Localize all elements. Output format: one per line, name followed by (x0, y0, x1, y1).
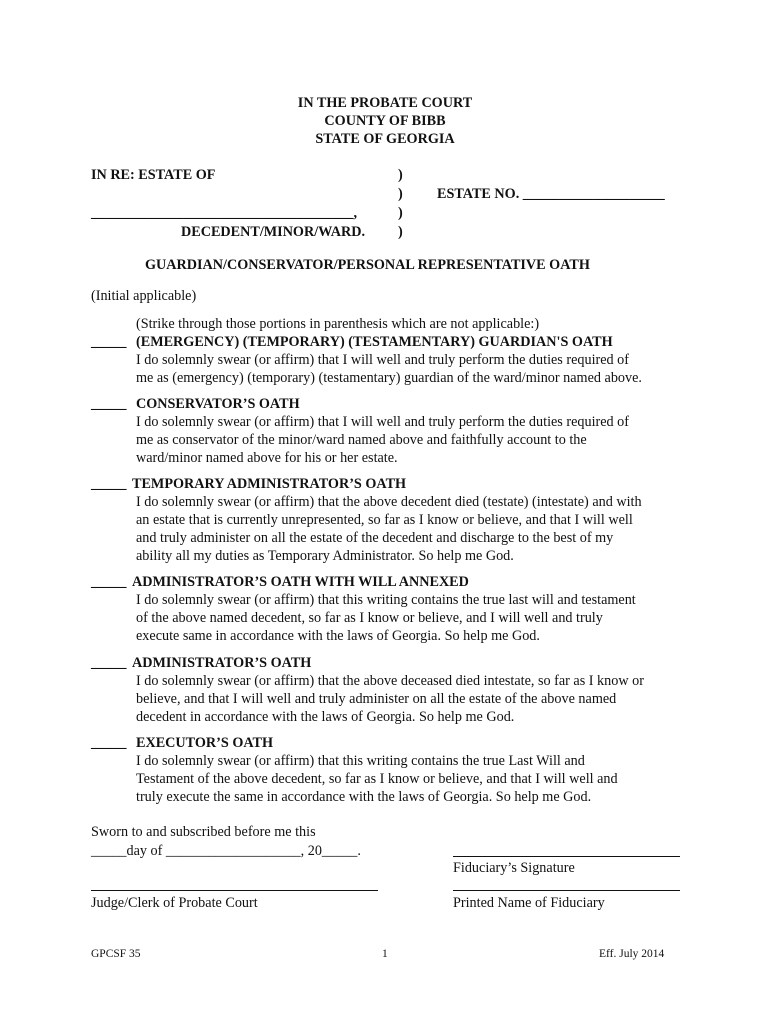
form-title: GUARDIAN/CONSERVATOR/PERSONAL REPRESENTATIVE OATH (145, 257, 590, 273)
temp-admin-oath-text: and truly administer on all the estate of the decedent and discharge to the best of my (136, 530, 614, 546)
decedent-name-line[interactable]: _____________________________________, (91, 205, 358, 221)
jurat-text: Sworn to and subscribed before me this (91, 824, 316, 840)
conservator-oath-text: ward/minor named above for his or her estate. (136, 450, 398, 466)
admin-will-oath-title: ADMINISTRATOR’S OATH WITH WILL ANNEXED (132, 574, 469, 590)
state-name: STATE OF GEORGIA (315, 131, 455, 147)
admin-oath-text: I do solemnly swear (or affirm) that the above deceased died intestate, so far as I know or (136, 673, 644, 689)
admin-initial-blank[interactable]: _____ (91, 655, 127, 671)
executor-oath-text: truly execute the same in accordance with the laws of Georgia. So help me God. (136, 789, 592, 805)
guardian-oath-text: me as (emergency) (temporary) (testamentary) guardian of the ward/minor named above. (136, 370, 642, 386)
admin-oath-text: believe, and that I will well and truly administer on all the estate of the above named (136, 691, 617, 707)
guardian-oath-title: (EMERGENCY) (TEMPORARY) (TESTAMENTARY) GUARDIAN'S OATH (136, 334, 613, 350)
fiduciary-signature-label: Fiduciary’s Signature (453, 860, 575, 876)
executor-oath-text: I do solemnly swear (or affirm) that this writing contains the true Last Will and (136, 753, 585, 769)
conservator-oath-title: CONSERVATOR’S OATH (136, 396, 300, 412)
caption-paren: ) (398, 186, 403, 202)
admin-oath-text: decedent in accordance with the laws of Georgia. So help me God. (136, 709, 515, 725)
court-name: IN THE PROBATE COURT (297, 95, 473, 111)
temp-admin-oath-title: TEMPORARY ADMINISTRATOR’S OATH (132, 476, 407, 492)
caption-paren: ) (398, 224, 403, 240)
strike-note: (Strike through those portions in parenthesis which are not applicable:) (136, 316, 540, 332)
admin-will-oath-text: of the above named decedent, so far as I know or believe, and I will well and truly (136, 610, 603, 626)
instruction-text: (Initial applicable) (91, 288, 197, 304)
judge-signature-line[interactable] (91, 890, 378, 891)
admin-will-oath-text: I do solemnly swear (or affirm) that this writing contains the true last will and testament (136, 592, 636, 608)
conservator-oath-text: me as conservator of the minor/ward named above and faithfully account to the (136, 432, 587, 448)
caption-paren: ) (398, 167, 403, 183)
temp-admin-oath-text: an estate that is currently unrepresented, so far as I know or believe, and that I will well (136, 512, 633, 528)
guardian-oath-text: I do solemnly swear (or affirm) that I will well and truly perform the duties required of (136, 352, 630, 368)
executor-initial-blank[interactable]: _____ (91, 735, 127, 751)
executor-oath-title: EXECUTOR’S OATH (136, 735, 274, 751)
county-name: COUNTY OF BIBB (324, 113, 446, 129)
caption-paren: ) (398, 205, 403, 221)
conservator-initial-blank[interactable]: _____ (91, 396, 127, 412)
jurat-date-field[interactable]: _____day of ___________________, 20_____. (91, 843, 361, 859)
party-type-label: DECEDENT/MINOR/WARD. (181, 224, 366, 240)
temp-admin-oath-text: ability all my duties as Temporary Administrator. So help me God. (136, 548, 514, 564)
temp-admin-initial-blank[interactable]: _____ (91, 476, 127, 492)
conservator-oath-text: I do solemnly swear (or affirm) that I will well and truly perform the duties required of (136, 414, 630, 430)
page-number: 1 (382, 948, 388, 960)
temp-admin-oath-text: I do solemnly swear (or affirm) that the above decedent died (testate) (intestate) and with (136, 494, 642, 510)
admin-will-oath-text: execute same in accordance with the laws of Georgia. So help me God. (136, 628, 540, 644)
printed-name-label: Printed Name of Fiduciary (453, 895, 605, 911)
in-re-label: IN RE: ESTATE OF (91, 167, 216, 183)
admin-oath-title: ADMINISTRATOR’S OATH (132, 655, 312, 671)
estate-number-field[interactable]: ESTATE NO. ____________________ (437, 186, 665, 202)
guardian-initial-blank[interactable]: _____ (91, 334, 127, 350)
judge-signature-label: Judge/Clerk of Probate Court (91, 895, 258, 911)
effective-date: Eff. July 2014 (599, 948, 665, 960)
fiduciary-signature-line[interactable] (453, 856, 680, 857)
form-id: GPCSF 35 (91, 948, 141, 960)
printed-name-line[interactable] (453, 890, 680, 891)
admin-will-initial-blank[interactable]: _____ (91, 574, 127, 590)
executor-oath-text: Testament of the above decedent, so far as I know or believe, and that I will well and (136, 771, 618, 787)
